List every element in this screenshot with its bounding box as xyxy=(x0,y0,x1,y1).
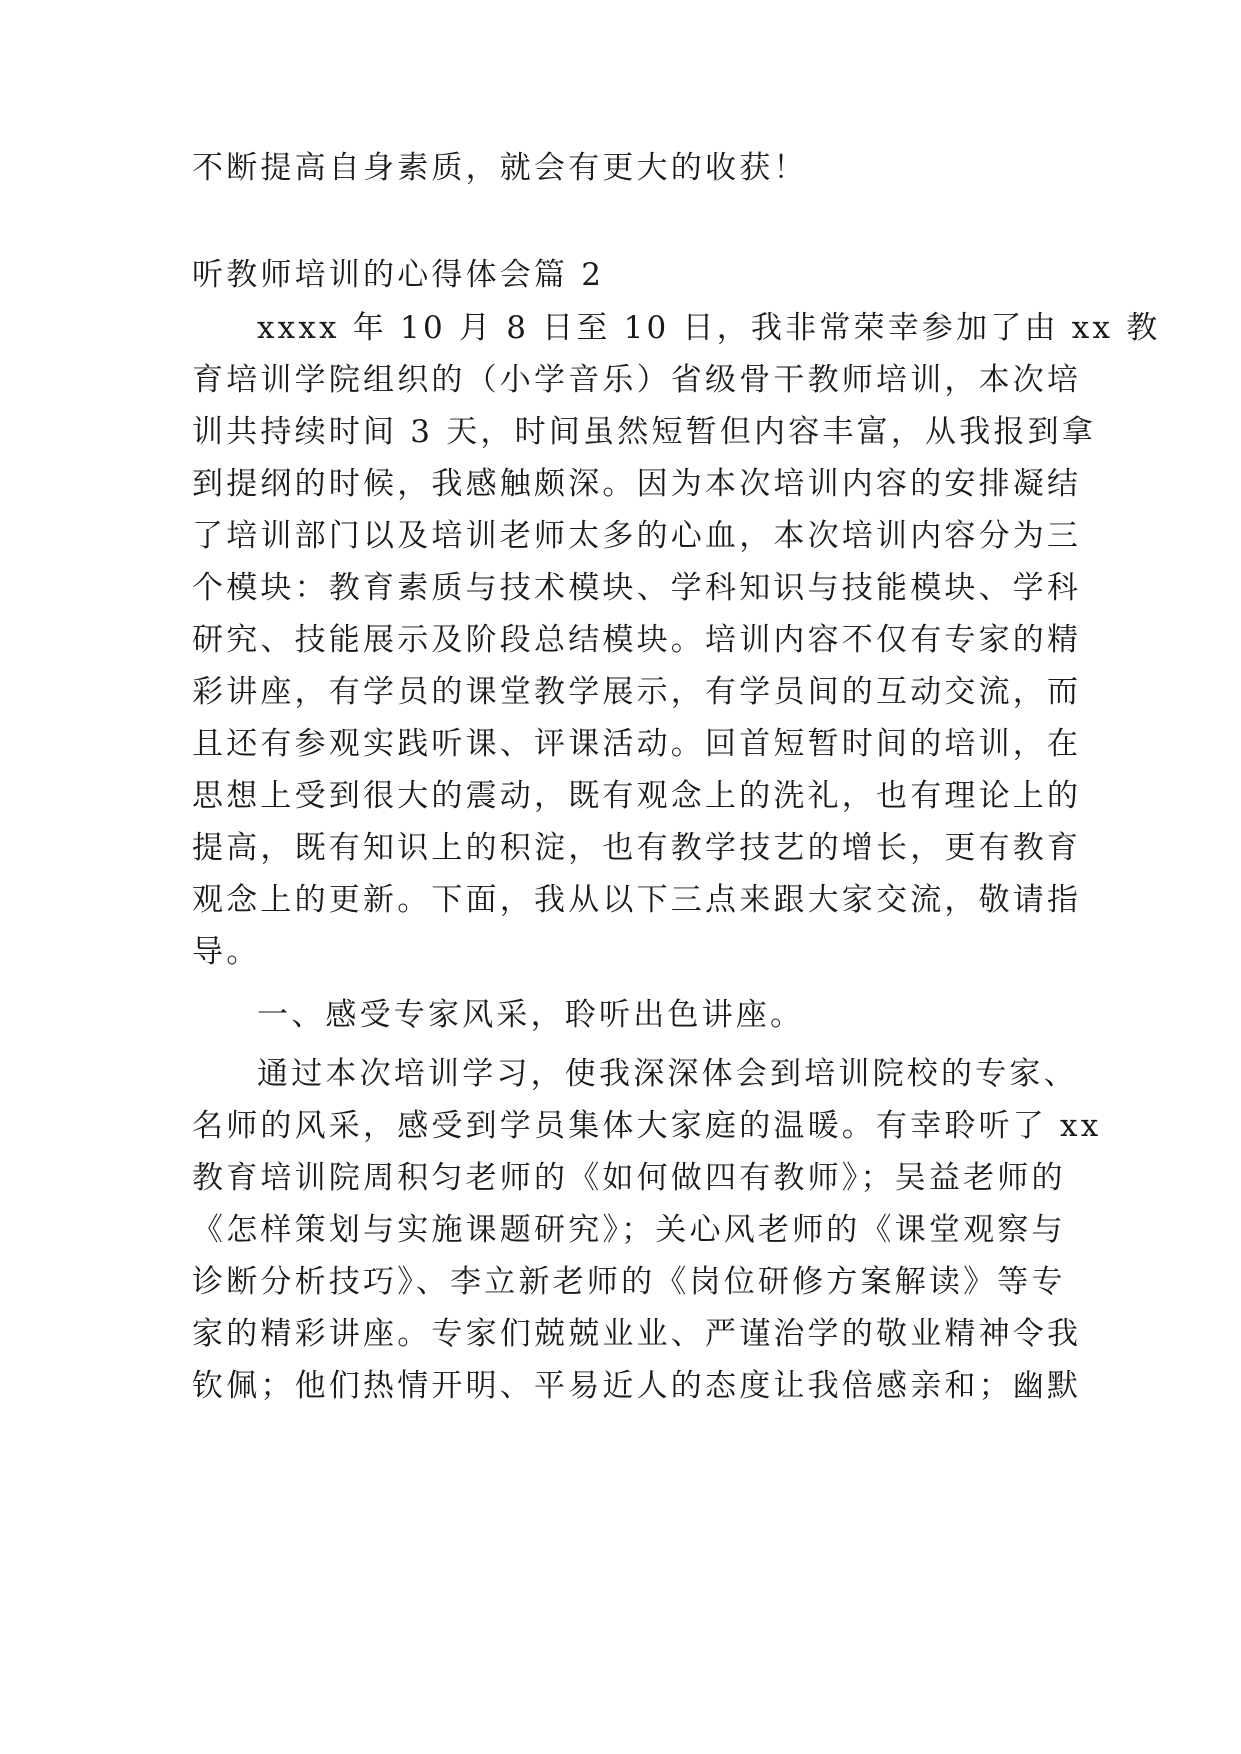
closing-sentence: 不断提高自身素质，就会有更大的收获！ xyxy=(192,150,808,186)
paragraph-line: 提高，既有知识上的积淀，也有教学技艺的增长，更有教育 xyxy=(192,830,1082,866)
paragraph-line: 观念上的更新。下面，我从以下三点来跟大家交流，敬请指 xyxy=(192,882,1082,918)
paragraph-line: 研究、技能展示及阶段总结模块。培训内容不仅有专家的精 xyxy=(192,622,1082,658)
paragraph-line: 且还有参观实践听课、评课活动。回首短暂时间的培训，在 xyxy=(192,726,1082,762)
paragraph-line: 诊断分析技巧》、李立新老师的《岗位研修方案解读》等专 xyxy=(192,1264,1066,1300)
paragraph-line: 《怎样策划与实施课题研究》；关心风老师的《课堂观察与 xyxy=(192,1212,1066,1248)
paragraph-line: 个模块：教育素质与技术模块、学科知识与技能模块、学科 xyxy=(192,570,1082,606)
paragraph-line: 了培训部门以及培训老师太多的心血，本次培训内容分为三 xyxy=(192,518,1082,554)
paragraph-line: 通过本次培训学习，使我深深体会到培训院校的专家、 xyxy=(257,1056,1078,1092)
paragraph-line: 家的精彩讲座。专家们兢兢业业、严谨治学的敬业精神令我 xyxy=(192,1316,1082,1352)
subheading: 一、感受专家风采，聆听出色讲座。 xyxy=(257,997,805,1033)
paragraph-line: 育培训学院组织的（小学音乐）省级骨干教师培训，本次培 xyxy=(192,362,1082,398)
paragraph-line: xxxx 年 10 月 8 日至 10 日，我非常荣幸参加了由 xx 教 xyxy=(257,310,1161,346)
paragraph-line: 教育培训院周积匀老师的《如何做四有教师》；吴益老师的 xyxy=(192,1160,1066,1196)
paragraph-line: 到提纲的时候，我感触颇深。因为本次培训内容的安排凝结 xyxy=(192,466,1082,502)
paragraph-line: 名师的风采，感受到学员集体大家庭的温暖。有幸聆听了 xx xyxy=(192,1108,1102,1144)
paragraph-line: 钦佩；他们热情开明、平易近人的态度让我倍感亲和；幽默 xyxy=(192,1368,1082,1404)
section-title: 听教师培训的心得体会篇 2 xyxy=(192,257,605,293)
paragraph-line: 思想上受到很大的震动，既有观念上的洗礼，也有理论上的 xyxy=(192,778,1082,814)
paragraph-line: 导。 xyxy=(192,934,261,970)
paragraph-line: 彩讲座，有学员的课堂教学展示，有学员间的互动交流，而 xyxy=(192,674,1082,710)
paragraph-line: 训共持续时间 3 天，时间虽然短暂但内容丰富，从我报到拿 xyxy=(192,414,1097,450)
